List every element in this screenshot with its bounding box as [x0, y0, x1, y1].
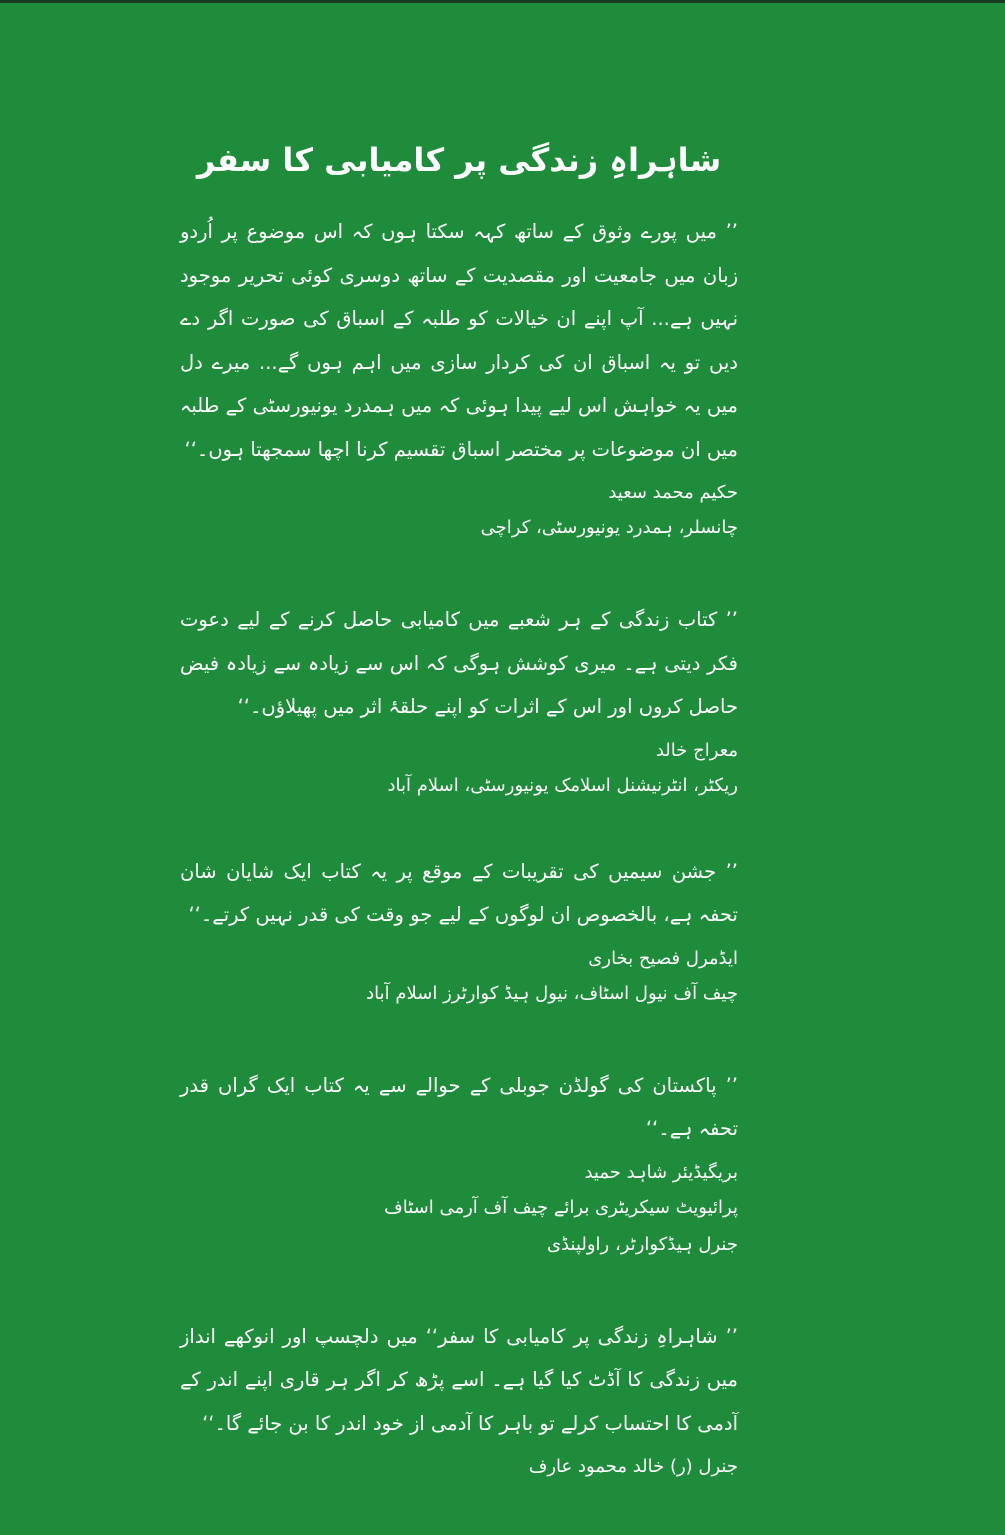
testimonial-role: پرائیویٹ سیکریٹری برائے چیف آف آرمی اسٹاف — [384, 1196, 738, 1218]
testimonial-quote: ’’ کتاب زندگی کے ہر شعبے میں کامیابی حاصل کرنے کے لیے دعوت فکر دیتی ہے۔ میری کوشش ہوگی کہ اس سے زیادہ سے زیادہ فیض حاصل کروں اور اس کے اثرات کو اپنے حلقۂ اثر میں پھیلاؤں۔‘‘ — [180, 608, 738, 718]
back-cover — [180, 138, 738, 1535]
testimonial-author: بریگیڈیئر شاہد حمید — [584, 1161, 738, 1183]
testimonial-role: چیف آف نیول اسٹاف، نیول ہیڈ کوارٹرز اسلام آباد — [366, 982, 738, 1004]
testimonial-quote: ’’ شاہراہِ زندگی پر کامیابی کا سفر‘‘ میں دلچسپ اور انوکھے انداز میں زندگی کا آڈٹ کیا گیا ہے۔ اسے پڑھ کر اگر ہر قاری اپنے اندر کے آدمی کا احتساب کرلے تو باہر کا آدمی از خود اندر کا بن جائے گا۔‘‘ — [180, 1324, 738, 1435]
testimonial — [180, 210, 738, 546]
testimonial-quote: ’’ پاکستان کی گولڈن جوبلی کے حوالے سے یہ کتاب ایک گراں قدر تحفہ ہے۔‘‘ — [180, 1073, 738, 1140]
testimonial-author: جنرل (ر) خالد محمود عارف — [528, 1456, 738, 1477]
testimonial-author: حکیم محمد سعید — [608, 482, 738, 503]
testimonial-role: ریکٹر، انٹرنیشنل اسلامک یونیورسٹی، اسلام آباد — [387, 774, 738, 796]
top-border — [0, 0, 1005, 3]
testimonial — [180, 1315, 738, 1484]
testimonial-author: معراج خالد — [655, 739, 738, 761]
testimonial-role: چانسلر، ہمدرد یونیورسٹی، کراچی — [480, 517, 738, 538]
testimonial-role: جنرل ہیڈکوارٹر، راولپنڈی — [546, 1233, 738, 1255]
testimonial-quote: ’’ میں پورے وثوق کے ساتھ کہہ سکتا ہوں کہ اس موضوع پر اُردو زبان میں جامعیت اور مقصدیت کے ساتھ دوسری کوئی تحریر موجود نہیں ہے... آپ اپنے ان خیالات کو طلبہ کے اسباق کی صورت اگر دے دیں تو یہ اسباق ان کی کردار سازی میں اہم ہوں گے... میرے دل میں یہ خواہش اس لیے پیدا ہوئی کہ میں ہمدرد یونیورسٹی کے طلبہ میں ان موضوعات پر مختصر اسباق تقسیم کرنا اچھا سمجھتا ہوں۔‘‘ — [180, 220, 738, 461]
testimonial-author: ایڈمرل فصیح بخاری — [588, 947, 738, 969]
testimonial-quote: ’’ جشن سیمیں کی تقریبات کے موقع پر یہ کتاب ایک شایان شان تحفہ ہے، بالخصوص ان لوگوں کے لیے جو وقت کی قدر نہیں کرتے۔‘‘ — [180, 859, 738, 926]
testimonial — [180, 598, 738, 804]
page-title: شاہراہِ زندگی پر کامیابی کا سفر — [196, 141, 722, 179]
testimonial — [180, 1064, 738, 1263]
testimonial — [180, 850, 738, 1012]
